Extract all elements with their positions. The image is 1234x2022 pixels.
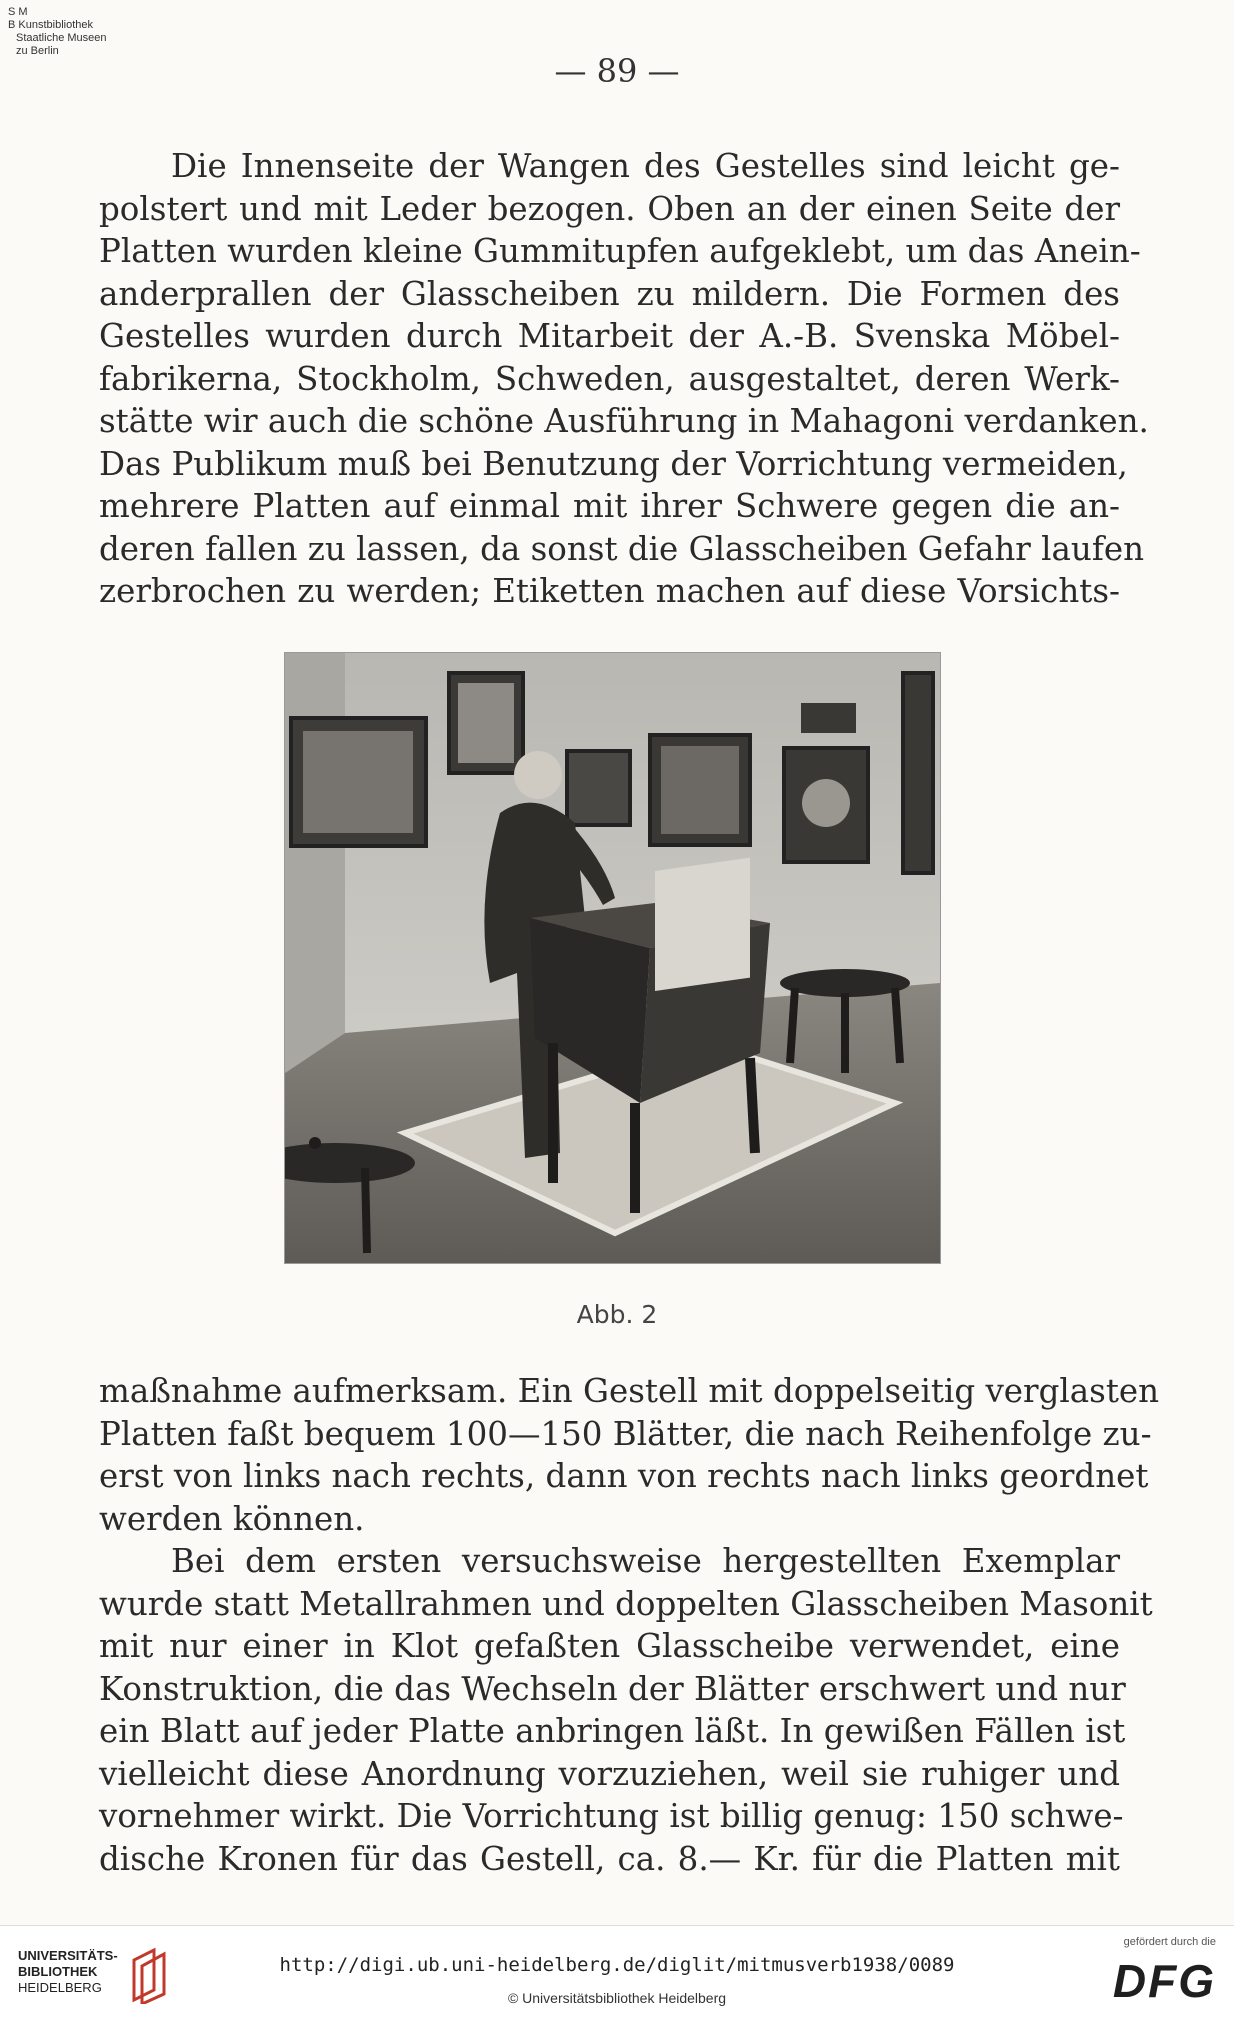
text-line: zerbrochen zu werden; Etiketten machen auf diese Vorsichts- (99, 572, 1120, 610)
figure-photo (284, 652, 941, 1264)
text-line: mit nur einer in Klot gefaßten Glasscheibe verwendet, eine (99, 1627, 1120, 1665)
text-line: maßnahme aufmerksam. Ein Gestell mit doppelseitig verglasten (99, 1372, 1160, 1410)
smb-line: B Kunstbibliothek (8, 19, 93, 31)
text-line: anderprallen der Glasscheiben zu mildern. Die Formen des (99, 274, 1120, 313)
library-line: BIBLIOTHEK (18, 1964, 98, 1979)
text-line: Platten faßt bequem 100—150 Blätter, die nach Reihenfolge zu- (99, 1414, 1152, 1453)
text-line: Die Innenseite der Wangen des Gestelles sind leicht ge- (171, 147, 1120, 185)
permalink-link[interactable]: http://digi.ub.uni-heidelberg.de/diglit/mitmusverb1938/0089 (279, 1954, 955, 1976)
footer-bar (0, 1925, 1234, 2022)
text-line: ein Blatt auf jeder Platte anbringen läßt. In gewißen Fällen ist (99, 1712, 1126, 1750)
smb-line: S M (8, 6, 28, 18)
text-line: Platten wurden kleine Gummitupfen aufgeklebt, um das Anein- (99, 232, 1141, 270)
smb-line: Staatliche Museen (16, 32, 107, 44)
text-line: polstert und mit Leder bezogen. Oben an der einen Seite der (99, 189, 1120, 228)
smb-line: zu Berlin (16, 45, 59, 57)
library-line: HEIDELBERG (18, 1980, 102, 1995)
library-line: UNIVERSITÄTS- (18, 1948, 118, 1963)
text-line: mehrere Platten auf einmal mit ihrer Schwere gegen die an- (99, 487, 1120, 525)
paragraph-1 (99, 145, 1149, 613)
smb-stamp (8, 6, 107, 58)
text-line: erst von links nach rechts, dann von rechts nach links geordnet (99, 1457, 1149, 1495)
paragraph-3 (99, 1540, 1153, 1880)
text-line: Konstruktion, die das Wechseln der Blätter erschwert und nur (99, 1669, 1126, 1708)
text-line: fabrikerna, Stockholm, Schweden, ausgestaltet, deren Werk- (99, 359, 1120, 398)
funding-note: gefördert durch die (1123, 1936, 1216, 1948)
page-number: — 89 — (554, 52, 680, 90)
dfg-logo: DFG (1112, 1955, 1216, 2007)
text-line: dische Kronen für das Gestell, ca. 8.— Kr. für die Platten mit (99, 1839, 1120, 1878)
text-line: Das Publikum muß bei Benutzung der Vorrichtung vermeiden, (99, 444, 1128, 483)
text-line: stätte wir auch die schöne Ausführung in Mahagoni verdanken. (99, 402, 1149, 440)
figure-caption: Abb. 2 (576, 1300, 658, 1329)
text-line: vielleicht diese Anordnung vorzuziehen, weil sie ruhiger und (99, 1754, 1120, 1793)
text-line: Bei dem ersten versuchsweise hergestellten Exemplar (171, 1542, 1120, 1580)
text-line: vornehmer wirkt. Die Vorrichtung ist billig genug: 150 schwe- (99, 1797, 1124, 1835)
copyright-text: © Universitätsbibliothek Heidelberg (507, 1990, 727, 2006)
text-line: deren fallen zu lassen, da sonst die Glasscheiben Gefahr laufen (99, 529, 1145, 568)
paragraph-2 (99, 1370, 1160, 1540)
text-line: Gestelles wurden durch Mitarbeit der A.-B. Svenska Möbel- (99, 317, 1120, 355)
text-line: wurde statt Metallrahmen und doppelten Glasscheiben Masonit (99, 1584, 1153, 1623)
text-line: werden können. (99, 1499, 365, 1538)
exhibition-photo (285, 653, 940, 1263)
